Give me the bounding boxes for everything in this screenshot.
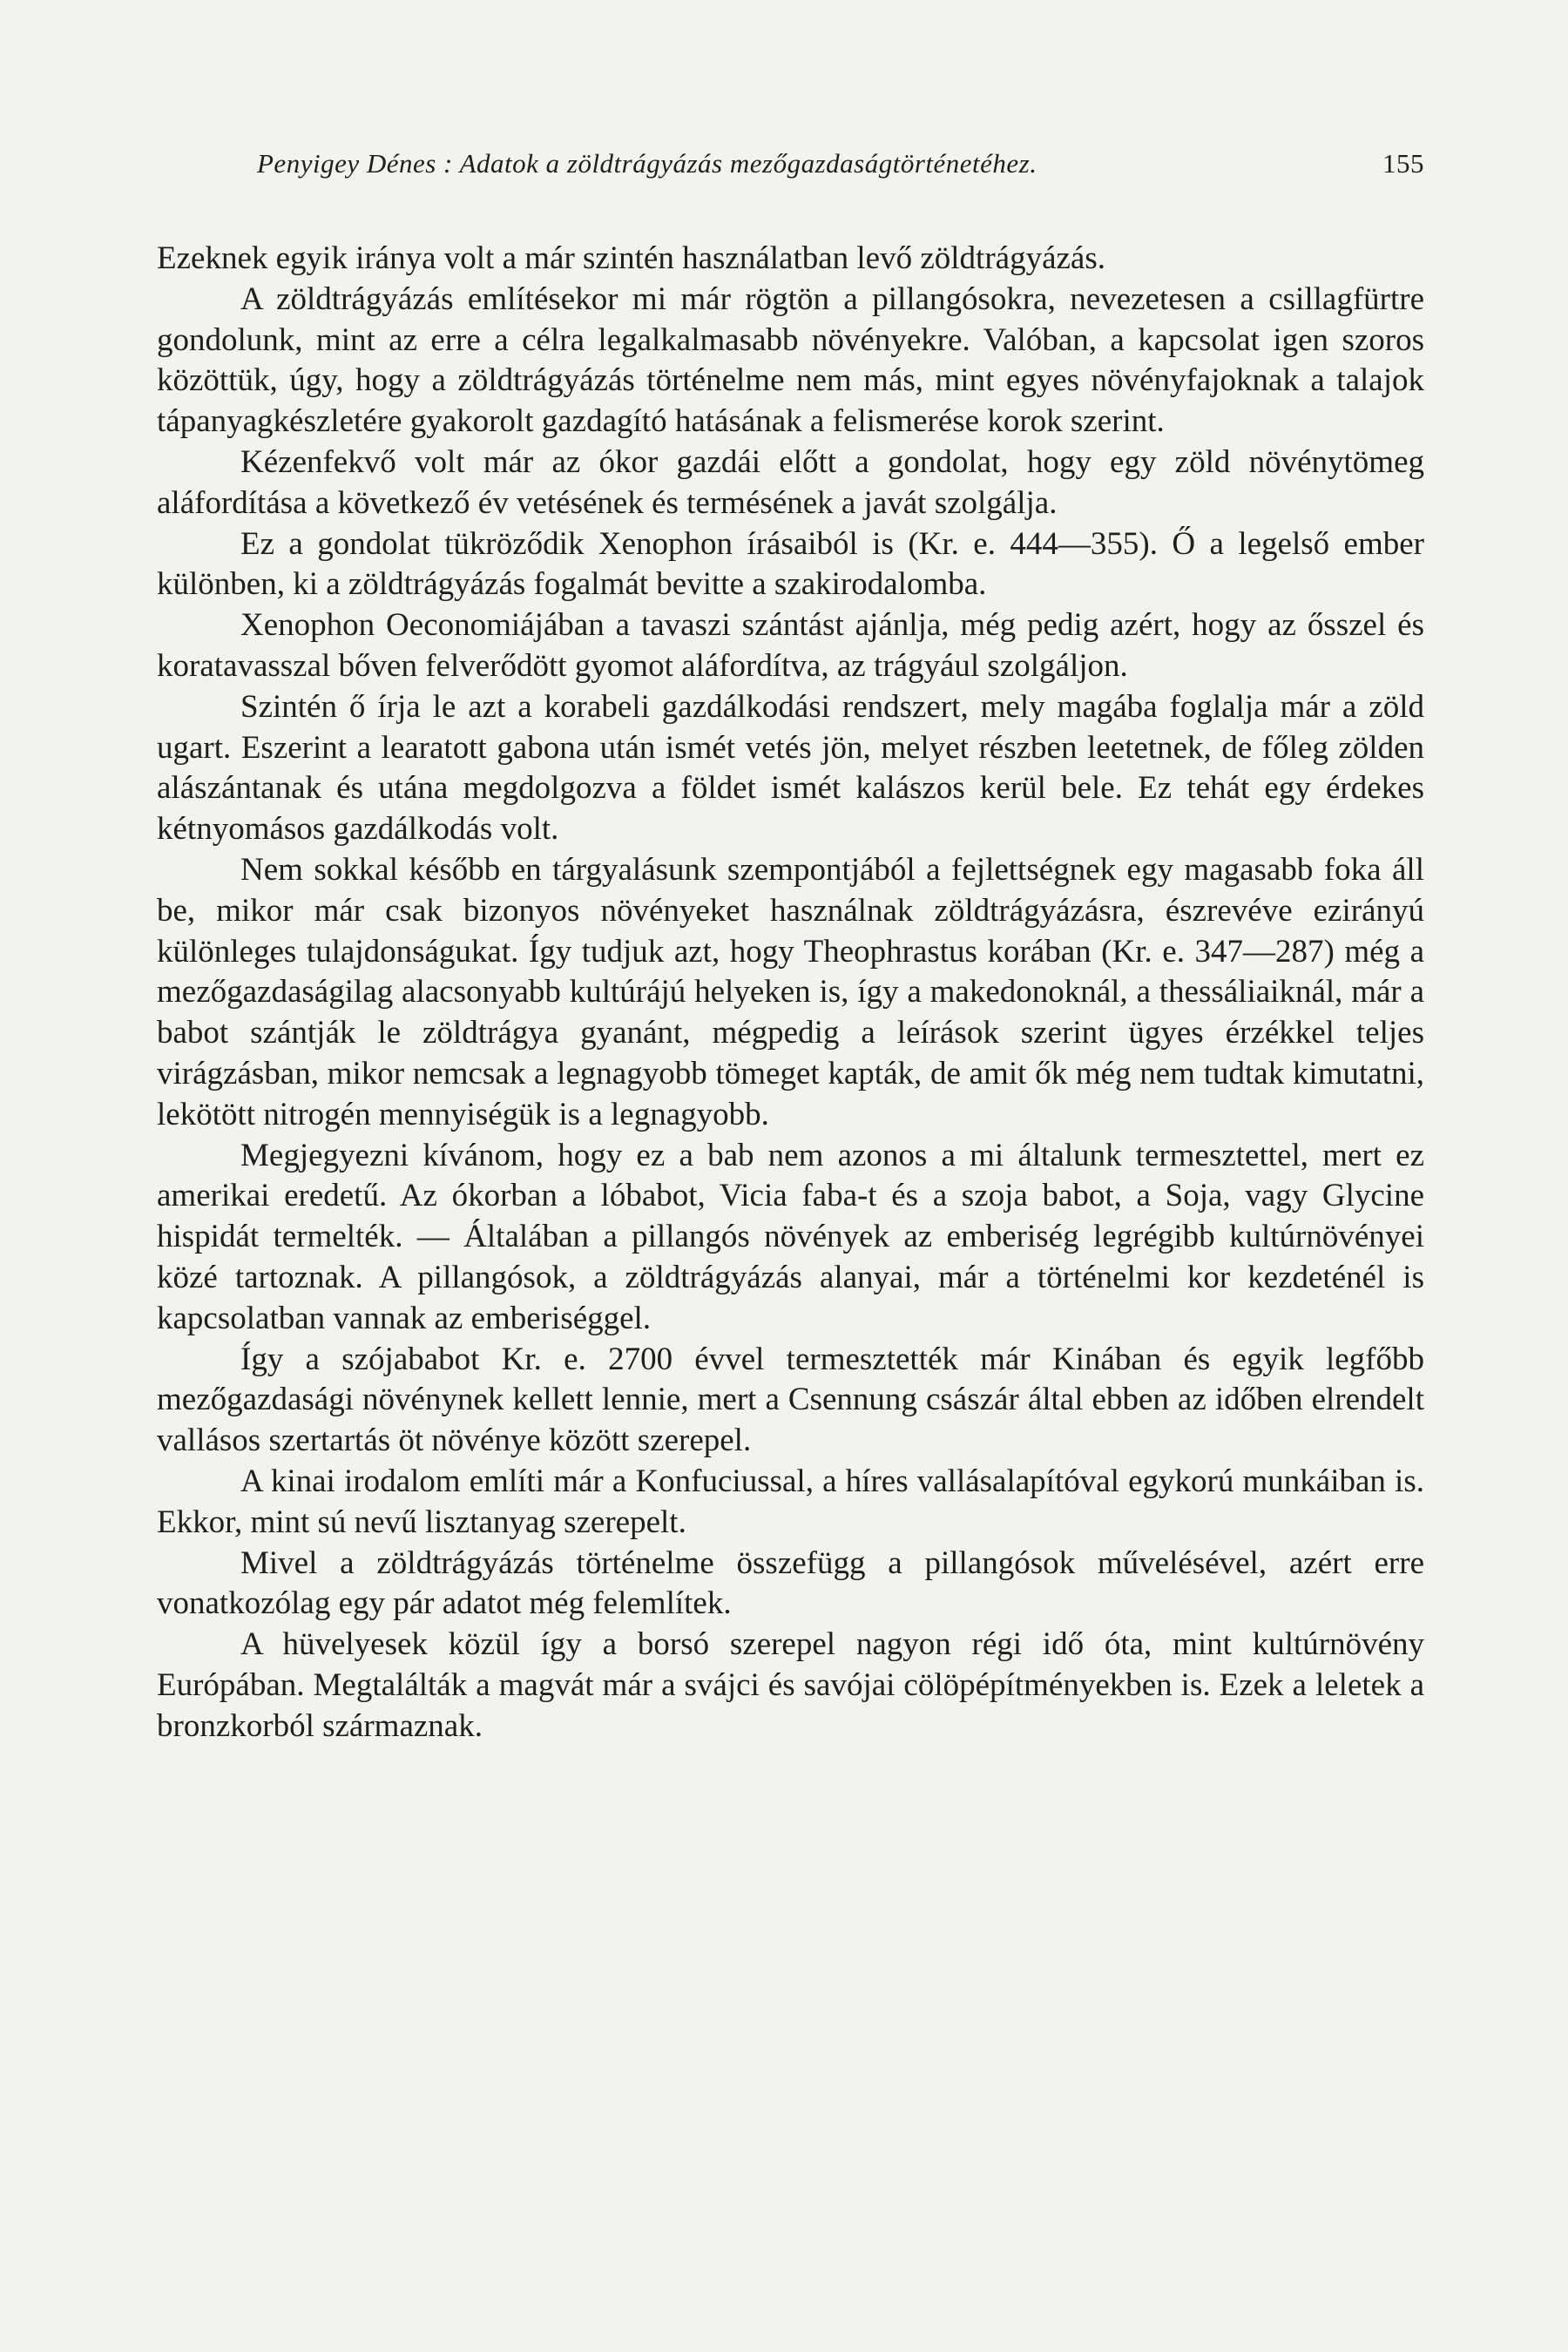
paragraph: Mivel a zöldtrágyázás történelme összefügg a pillangósok művelésével, azért erre vonatkozólag egy pár adatot még felemlítek. — [157, 1544, 1424, 1622]
running-header — [157, 131, 1424, 183]
paragraph: Szintén ő írja le azt a korabeli gazdálkodási rendszert, mely magába foglalja már a zöld ugart. Eszerint a learatott gabona után ismét vetés jön, melyet részben leetetnek, de főleg zölden alászántanak és utána megdolgozva a földet ismét kalászos kerül bele. Ez tehát egy érdekes kétnyomásos gazdálkodás volt. — [157, 688, 1424, 848]
paragraph: Ez a gondolat tükröződik Xenophon írásaiból is (Kr. e. 444—355). Ő a legelső ember különben, ki a zöldtrágyázás fogalmát bevitte a szakirodalomba. — [157, 525, 1424, 603]
paragraph: Így a szójababot Kr. e. 2700 évvel termesztették már Kinában és egyik legfőbb mezőgazdasági növénynek kellett lennie, mert a Csennung császár által ebben az időben elrendelt vallásos szertartás öt növénye között szerepel. — [157, 1341, 1424, 1459]
book-page — [157, 131, 1424, 2265]
paragraph: Megjegyezni kívánom, hogy ez a bab nem azonos a mi általunk termesztettel, mert ez amerikai eredetű. Az ókorban a lóbabot, Vicia faba-t és a szoja babot, a Soja, vagy Glycine hispidát termelték. — Általában a pillangós növények az emberiség legrégibb kultúrnövényei közé tartoznak. A pillangósok, a zöldtrágyázás alanyai, már a történelmi kor kezdeténél is kapcsolatban vannak az emberiséggel. — [157, 1137, 1424, 1336]
body-text — [157, 239, 1424, 1747]
paragraph: Nem sokkal később en tárgyalásunk szempontjából a fejlettségnek egy magasabb foka áll be, mikor már csak bizonyos növényeket használnak zöldtrágyázásra, észrevéve ezirányú különleges tulajdonságukat. Így tudjuk azt, hogy Theophrastus korában (Kr. e. 347—287) még a mezőgazdaságilag alacsonyabb kultúrájú helyeken is, így a makedonoknál, a thessáliaiknál, már a babot szántják le zöldtrágya gyanánt, mégpedig a leírások szerint ügyes érzékkel teljes virágzásban, mikor nemcsak a legnagyobb tömeget kapták, de amit ők még nem tudtak kimutatni, lekötött nitrogén mennyiségük is a legnagyobb. — [157, 851, 1424, 1132]
paragraph: Kézenfekvő volt már az ókor gazdái előtt a gondolat, hogy egy zöld növénytömeg aláfordítása a következő év vetésének és termésének a javát szolgálja. — [157, 443, 1424, 521]
running-title: Penyigey Dénes : Adatok a zöldtrágyázás mezőgazdaságtörténetéhez. — [257, 148, 1037, 179]
paragraph: Ezeknek egyik iránya volt a már szintén használatban levő zöldtrágyázás. — [157, 240, 1105, 276]
paragraph: A kinai irodalom említi már a Konfuciussal, a híres vallásalapítóval egykorú munkáiban is. Ekkor, mint sú nevű lisztanyag szerepelt. — [157, 1463, 1424, 1540]
paragraph: A hüvelyesek közül így a borsó szerepel nagyon régi idő óta, mint kultúrnövény Európában. Megtalálták a magvát már a svájci és savójai cölöpépítményekben is. Ezek a leletek a bronzkorból származnak. — [157, 1626, 1424, 1744]
paragraph: A zöldtrágyázás említésekor mi már rögtön a pillangósokra, nevezetesen a csillagfürtre gondolunk, mint az erre a célra legalkalmasabb növényekre. Valóban, a kapcsolat igen szoros közöttük, úgy, hogy a zöldtrágyázás történelme nem más, mint egyes növényfajoknak a talajok tápanyagkészletére gyakorolt gazdagító hatásának a felismerése korok szerint. — [157, 280, 1424, 440]
page-number: 155 — [1382, 148, 1424, 179]
paragraph: Xenophon Oeconomiájában a tavaszi szántást ajánlja, még pedig azért, hogy az ősszel és koratavasszal bőven felverődött gyomot aláfordítva, az trágyául szolgáljon. — [157, 607, 1424, 684]
